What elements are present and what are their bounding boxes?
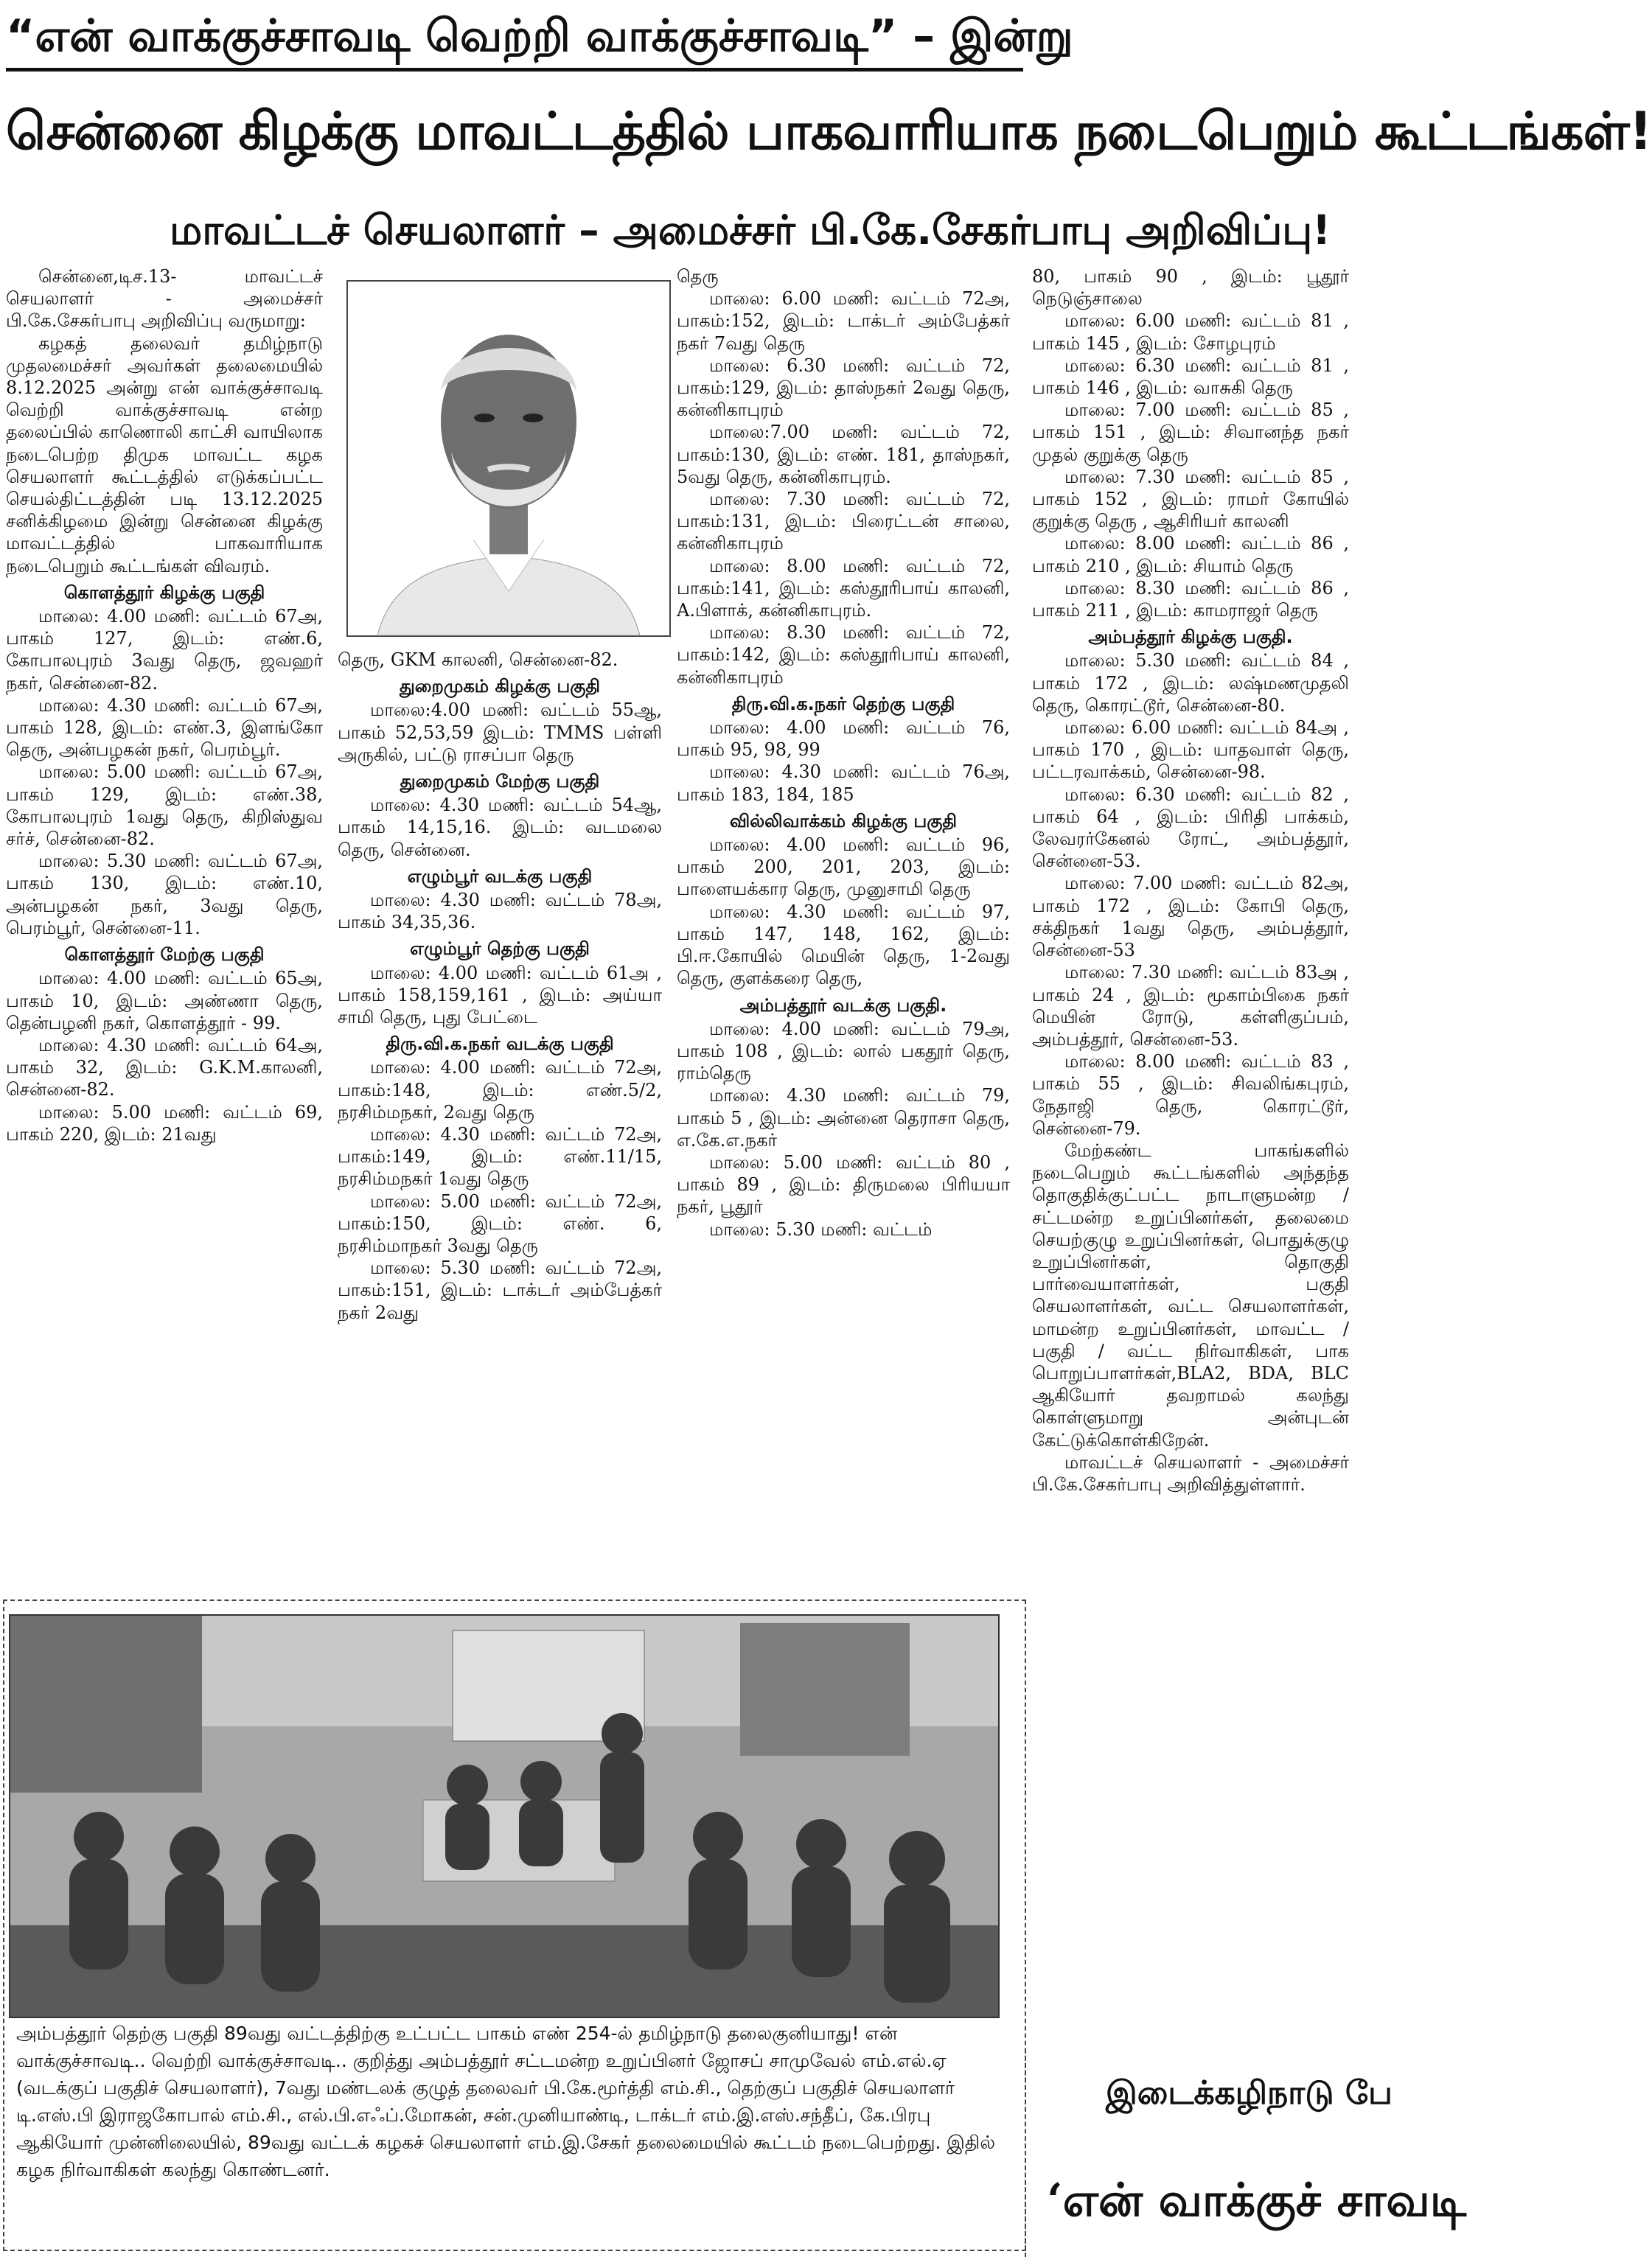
meeting-entry: மாலை: 4.30 மணி: வட்டம் 97, பாகம் 147, 148, 162, இடம்: பி.ஈ.கோயில் மெயின் தெரு, 1-2வது தெரு, குளக்கரை தெரு,: [677, 901, 1010, 989]
person-portrait-icon: [348, 282, 669, 635]
section-heading: எழும்பூர் தெற்கு பகுதி: [410, 938, 590, 960]
headline: சென்னை கிழக்கு மாவட்டத்தில் பாகவாரியாக நடைபெறும் கூட்டங்கள்!: [6, 101, 1652, 161]
article-column-1: [6, 265, 323, 1592]
meeting-entry: மாலை: 8.30 மணி: வட்டம் 72, பாகம்:142, இடம்: கஸ்தூரிபாய் காலனி, கன்னிகாபுரம்: [677, 622, 1010, 688]
meeting-entry: மாலை: 8.00 மணி: வட்டம் 72, பாகம்:141, இடம்: கஸ்தூரிபாய் காலனி, A.பிளாக், கன்னிகாபுரம்.: [677, 555, 1010, 621]
continued-text: 80, பாகம் 90 , இடம்: பூதூர் நெடுஞ்சாலை: [1032, 266, 1349, 310]
photo-caption: அம்பத்தூர் தெற்கு பகுதி 89வது வட்டத்திற்கு உட்பட்ட பாகம் எண் 254-ல் தமிழ்நாடு தலைகுனியாது! என் வாக்குச்சாவடி.. வெற்றி வாக்குச்சாவடி.. குறித்து அம்பத்தூர் சட்டமன்ற உறுப்பினர் ஜோசப் சாமுவேல் எம்.எல்.ஏ (வடக்குப் பகுதிச் செயலாளர்), 7வது மண்டலக் குழுத் தலைவர் பி.கே.மூர்த்தி எம்.சி., தெற்குப் பகுதிச் செயலாளர் டி.எஸ்.பி இராஜகோபால் எம்.சி., எல்.பி.எஃப்.மோகன், சன்.முனியாண்டி, டாக்டர் எம்.இ.எஸ்.சந்தீப், கே.பிரபு ஆகியோர் முன்னிலையில், 89வது வட்டக் கழகச் செயலாளர் எம்.இ.சேகர் தலைமையில் கூட்டம் நடைபெற்றது. இதில் கழக நிர்வாகிகள் கலந்து கொண்டனர்.: [16, 2023, 996, 2180]
meeting-entry: மாலை: 4.00 மணி: வட்டம் 65அ, பாகம் 10, இடம்: அண்ணா தெரு, தென்பழனி நகர், கொளத்தூர் - 99.: [6, 968, 323, 1033]
section-heading: அம்பத்தூர் வடக்கு பகுதி.: [739, 994, 947, 1016]
meeting-entry: மாலை: 4.00 மணி: வட்டம் 67அ, பாகம் 127, இடம்: எண்.6, கோபாலபுரம் 3வது தெரு, ஜவஹர் நகர், சென்னை-82.: [6, 606, 323, 694]
meeting-entry: மாலை: 6.30 மணி: வட்டம் 72, பாகம்:129, இடம்: தாஸ்நகர் 2வது தெரு, கன்னிகாபுரம்: [677, 355, 1010, 421]
meeting-entry: மாலை: 4.00 மணி: வட்டம் 61அ , பாகம் 158,159,161 , இடம்: அய்யா சாமி தெரு, புது பேட்டை: [338, 962, 662, 1028]
meeting-entry: மாலை: 5.00 மணி: வட்டம் 67அ, பாகம் 129, இடம்: எண்.38, கோபாலபுரம் 1வது தெரு, கிறிஸ்துவ சர்ச், சென்னை-82.: [6, 761, 323, 850]
meeting-entry: மாலை: 5.30 மணி: வட்டம்: [709, 1218, 933, 1240]
column-divider: [1025, 2049, 1026, 2257]
meeting-entry: மாலை: 4.30 மணி: வட்டம் 67அ, பாகம் 128, இடம்: எண்.3, இளங்கோ தெரு, அன்பழகன் நகர், பெரம்பூர்.: [6, 694, 323, 761]
article-column-2: [338, 649, 662, 1600]
section-heading: கொளத்தூர் கிழக்கு பகுதி: [63, 582, 265, 603]
meeting-entry: மாலை: 4.00 மணி: வட்டம் 79அ, பாகம் 108 , இடம்: லால் பகதூர் தெரு, ராம்தெரு: [677, 1018, 1010, 1084]
meeting-entry: மாலை: 8.00 மணி: வட்டம் 86 , பாகம் 210 , இடம்: சியாம் தெரு: [1032, 533, 1349, 576]
meeting-entry: மாலை: 7.30 மணி: வட்டம் 72, பாகம்:131, இடம்: பிரைட்டன் சாலை, கன்னிகாபுரம்: [677, 489, 1010, 554]
meeting-entry: மாலை: 8.00 மணி: வட்டம் 83 , பாகம் 55 , இடம்: சிவலிங்கபுரம், நேதாஜி தெரு, கொரட்டூர், சென்னை-79.: [1032, 1051, 1349, 1139]
section-heading: துறைமுகம் மேற்கு பகுதி: [400, 771, 600, 792]
subheadline: மாவட்டச் செயலாளர் – அமைச்சர் பி.கே.சேகர்பாபு அறிவிப்பு!: [170, 206, 1331, 254]
meeting-entry: மாலை: 4.30 மணி: வட்டம் 79, பாகம் 5 , இடம்: அன்னை தெராசா தெரு, எ.கே.எ.நகர்: [677, 1085, 1010, 1151]
column-3-body: [677, 265, 1010, 1241]
teaser-kicker: இடைக்கழிநாடு பே: [1106, 2074, 1393, 2112]
meeting-entry: மேற்கண்ட பாகங்களில் நடைபெறும் கூட்டங்களில் அந்தந்த தொகுதிக்குட்பட்ட நாடாளுமன்ற / சட்டமன்ற உறுப்பினர்கள், தலைமை செயற்குழு உறுப்பினர்கள், பொதுக்குழு உறுப்பினர்கள், தொகுதி பார்வையாளர்கள், பகுதி செயலாளர்கள், வட்ட செயலாளர்கள், மாமன்ற உறுப்பினர்கள், மாவட்ட / பகுதி / வட்ட நிர்வாகிகள், பாக பொறுப்பாளர்கள்,BLA2, BDA, BLC ஆகியோர் தவறாமல் கலந்து கொள்ளுமாறு அன்புடன் கேட்டுக்கொள்கிறேன்.: [1032, 1140, 1349, 1451]
section-heading: துறைமுகம் கிழக்கு பகுதி: [399, 676, 601, 697]
meeting-entry: மாலை: 6.30 மணி: வட்டம் 82 , பாகம் 64 , இடம்: பிரிதி பாக்கம், லேவரர்கேனல் ரோட், அம்பத்தூர், சென்னை-53.: [1032, 784, 1349, 872]
section-heading: திரு.வி.க.நகர் வடக்கு பகுதி: [386, 1033, 614, 1055]
portrait-photo: [346, 280, 671, 637]
meeting-entry: மாலை: 4.00 மணி: வட்டம் 96, பாகம் 200, 201, 203, இடம்: பாளையக்கார தெரு, முனுசாமி தெரு: [677, 834, 1010, 900]
meeting-scene-icon: [10, 1616, 998, 2017]
meeting-entry: மாலை:7.00 மணி: வட்டம் 72, பாகம்:130, இடம்: எண். 181, தாஸ்நகர், 5வது தெரு, கன்னிகாபுரம்.: [677, 422, 1010, 487]
meeting-entry: மாலை: 4.00 மணி: வட்டம் 72அ, பாகம்:148, இடம்: எண்.5/2, நரசிம்மநகர், 2வது தெரு: [338, 1057, 662, 1123]
teaser-title: ‘என் வாக்குச் சாவடி: [1047, 2173, 1467, 2227]
meeting-entry: மாலை: 4.00 மணி: வட்டம் 76, பாகம் 95, 98, 99: [677, 717, 1010, 761]
meeting-entry: மாலை: 5.30 மணி: வட்டம் 72அ, பாகம்:151, இடம்: டாக்டர் அம்பேத்கர் நகர் 2வது: [338, 1257, 662, 1323]
meeting-entry: மாலை: 7.30 மணி: வட்டம் 85 , பாகம் 152 , இடம்: ராமர் கோயில் குறுக்கு தெரு , ஆசிரியர் காலனி: [1032, 466, 1349, 532]
continued-text: தெரு, GKM காலனி, சென்னை-82.: [338, 649, 618, 670]
meeting-entry: மாலை: 5.00 மணி: வட்டம் 72அ, பாகம்:150, இடம்: எண். 6, நரசிம்மாநகர் 3வது தெரு: [338, 1190, 662, 1257]
meeting-entry: மாலை: 7.30 மணி: வட்டம் 83அ , பாகம் 24 , இடம்: மூகாம்பிகை நகர் மெயின் ரோடு, கள்ளிகுப்பம், அம்பத்தூர், சென்னை-53.: [1032, 962, 1349, 1050]
section-heading: கொளத்தூர் மேற்கு பகுதி: [64, 944, 265, 966]
meeting-entry: மாலை: 7.00 மணி: வட்டம் 82அ, பாகம் 172 , இடம்: கோபி தெரு, சக்திநகர் 1வது தெரு, அம்பத்தூர், சென்னை-53: [1032, 873, 1349, 961]
kicker-line: “என் வாக்குச்சாவடி வெற்றி வாக்குச்சாவடி” – இன்று: [6, 4, 1023, 71]
section-heading: அம்பத்தூர் கிழக்கு பகுதி.: [1088, 627, 1293, 648]
continued-text: தெரு: [677, 266, 719, 287]
column-4-body: [1032, 265, 1349, 1496]
section-heading: வில்லிவாக்கம் கிழக்கு பகுதி: [729, 810, 958, 831]
meeting-entry: மாலை: 8.30 மணி: வட்டம் 86 , பாகம் 211 , இடம்: காமராஜர் தெரு: [1032, 577, 1349, 621]
meeting-entry: மாலை: 6.00 மணி: வட்டம் 84அ , பாகம் 170 , இடம்: யாதவாள் தெரு, பட்டரவாக்கம், சென்னை-98.: [1032, 717, 1349, 783]
meeting-photo: [9, 1614, 1000, 2018]
meeting-entry: மாலை: 7.00 மணி: வட்டம் 85 , பாகம் 151 , இடம்: சிவானந்த நகர் முதல் குறுக்கு தெரு: [1032, 400, 1349, 465]
column-2-body: [338, 649, 662, 1324]
meeting-entry: மாலை: 4.30 மணி: வட்டம் 78அ, பாகம் 34,35,36.: [338, 890, 662, 933]
article-column-4: [1032, 265, 1349, 2057]
meeting-entry: மாலை: 4.30 மணி: வட்டம் 72அ, பாகம்:149, இடம்: எண்.11/15, நரசிம்மநகர் 1வது தெரு: [338, 1124, 662, 1190]
meeting-entry: மாலை: 5.00 மணி: வட்டம் 80 , பாகம் 89 , இடம்: திருமலை பிரியயா நகர், பூதூர்: [677, 1151, 1010, 1218]
intro-paragraph: கழகத் தலைவர் தமிழ்நாடு முதலமைச்சர் அவர்கள் தலைமையில் 8.12.2025 அன்று என் வாக்குச்சாவடி வெற்றி வாக்குச்சாவடி என்ற தலைப்பில் காணொலி காட்சி வாயிலாக நடைபெற்ற திமுக மாவட்ட கழக செயலாளர் கூட்டத்தில் எடுக்கப்பட்ட செயல்திட்டத்தின் படி 13.12.2025 சனிக்கிழமை இன்று சென்னை கிழக்கு மாவட்டத்தில் பாகவாரியாக நடைபெறும் கூட்டங்கள் விவரம்.: [6, 332, 323, 576]
section-heading: எழும்பூர் வடக்கு பகுதி: [407, 865, 593, 887]
article-column-3: [677, 265, 1010, 1600]
meeting-entry: மாலை: 6.30 மணி: வட்டம் 81 , பாகம் 146 , இடம்: வாசுகி தெரு: [1032, 355, 1349, 399]
meeting-entry: மாலை: 5.30 மணி: வட்டம் 67அ, பாகம் 130, இடம்: எண்.10, அன்பழகன் நகர், 3வது தெரு, பெரம்பூர், சென்னை-11.: [6, 851, 323, 938]
section-heading: திரு.வி.க.நகர் தெற்கு பகுதி: [731, 693, 955, 714]
meeting-entry: மாலை: 4.30 மணி: வட்டம் 76அ, பாகம் 183, 184, 185: [677, 761, 1010, 805]
meeting-entry: மாவட்டச் செயலாளர் - அமைச்சர் பி.கே.சேகர்பாபு அறிவித்துள்ளார்.: [1032, 1451, 1349, 1495]
meeting-entry: மாலை: 6.00 மணி: வட்டம் 72அ, பாகம்:152, இடம்: டாக்டர் அம்பேத்கர் நகர் 7வது தெரு: [677, 288, 1010, 354]
meeting-entry: மாலை: 6.00 மணி: வட்டம் 81 , பாகம் 145 , இடம்: சோழபுரம்: [1032, 310, 1349, 354]
meeting-entry: மாலை: 4.30 மணி: வட்டம் 64அ, பாகம் 32, இடம்: G.K.M.காலனி, சென்னை-82.: [6, 1034, 323, 1100]
column-1-body: [6, 582, 323, 1145]
meeting-entry: மாலை: 4.30 மணி: வட்டம் 54ஆ, பாகம் 14,15,16. இடம்: வடமலை தெரு, சென்னை.: [338, 795, 662, 860]
intro-paragraph: சென்னை,டிச.13- மாவட்டச் செயலாளர் - அமைச்சர் பி.கே.சேகர்பாபு அறிவிப்பு வருமாறு:: [6, 266, 323, 332]
meeting-entry: மாலை: 5.30 மணி: வட்டம் 84 , பாகம் 172 , இடம்: லஷ்மணமுதலி தெரு, கொரட்டூர், சென்னை-80.: [1032, 650, 1349, 716]
meeting-entry: மாலை:4.00 மணி: வட்டம் 55ஆ, பாகம் 52,53,59 இடம்: TMMS பள்ளி அருகில், பட்டு ராசப்பா தெரு: [338, 700, 662, 765]
meeting-entry: மாலை: 5.00 மணி: வட்டம் 69, பாகம் 220, இடம்: 21வது: [6, 1101, 323, 1145]
